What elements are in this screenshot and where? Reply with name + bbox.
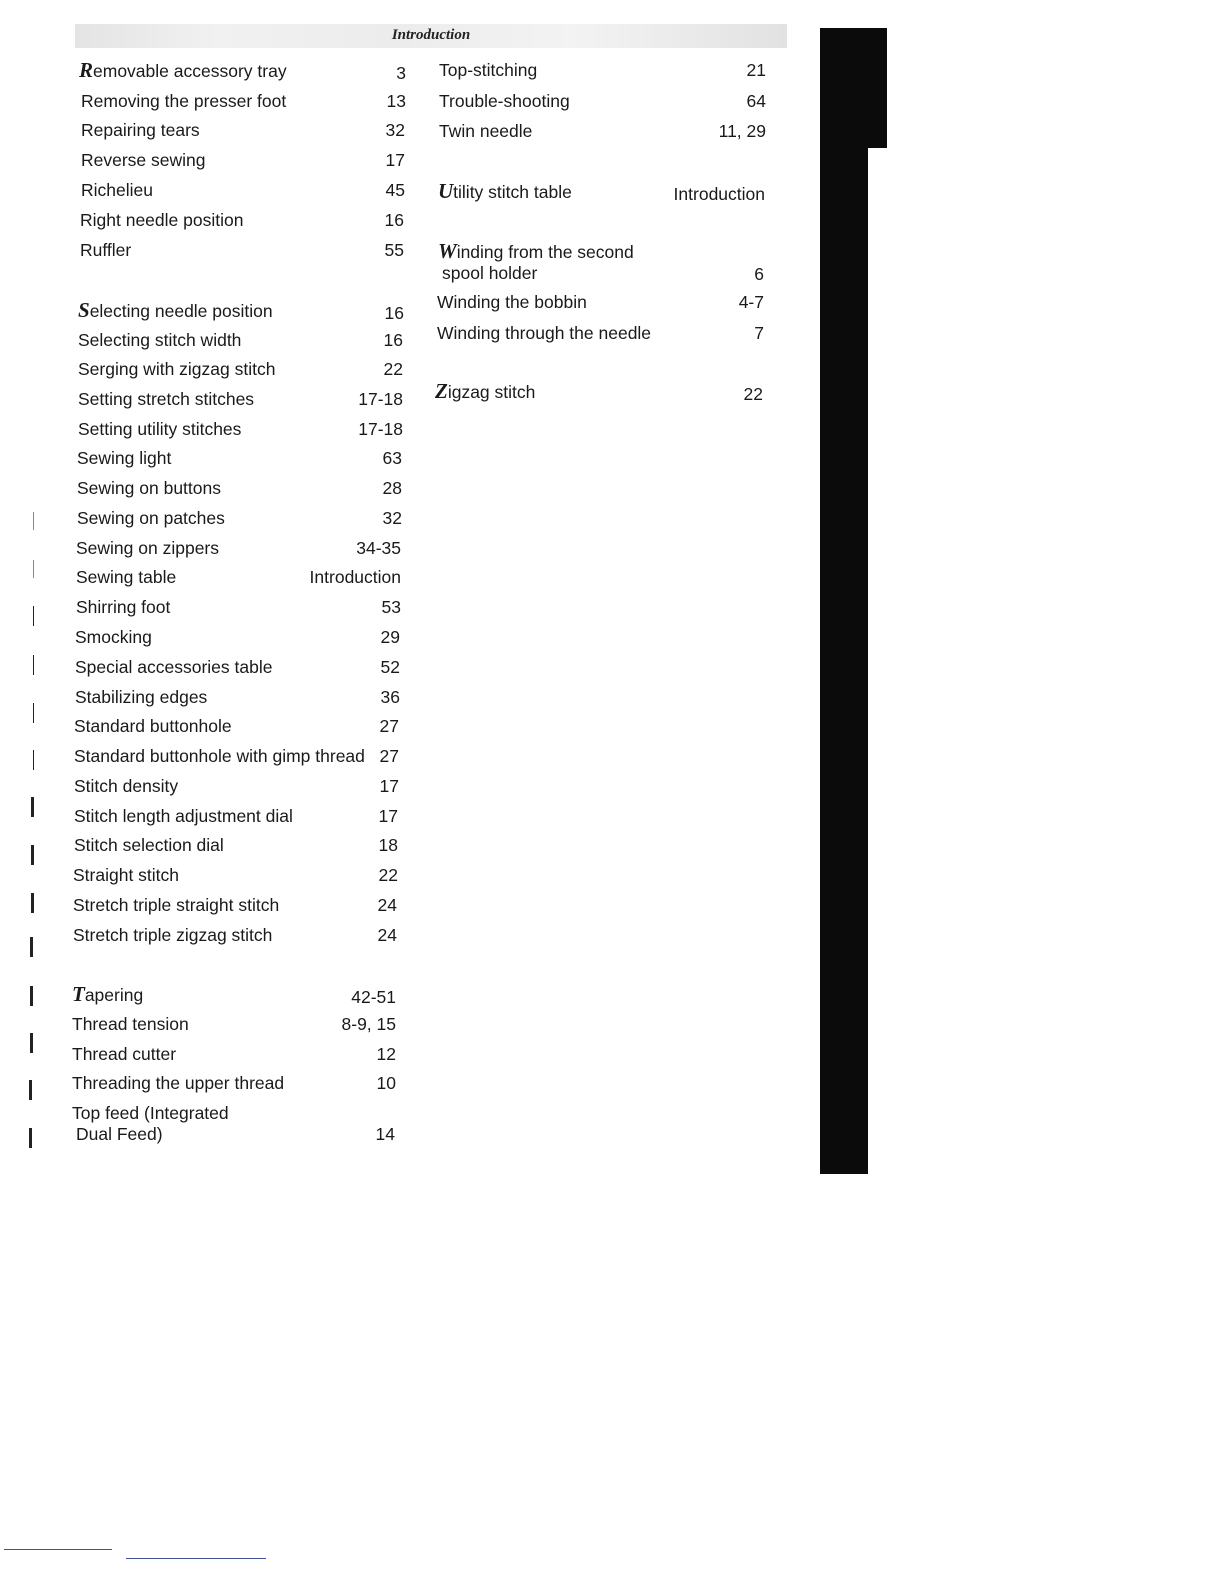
- section-initial: U: [438, 179, 454, 203]
- index-entry-label: Top-stitching: [439, 60, 538, 80]
- index-entry-page: 14: [375, 1124, 395, 1144]
- index-entry-label: Standard buttonhole: [74, 716, 232, 736]
- index-entry-page: 64: [746, 91, 766, 111]
- index-entry-label: Stitch selection dial: [74, 835, 224, 855]
- index-entry-label: Thread cutter: [72, 1044, 177, 1064]
- index-entry-page: 22: [378, 865, 398, 885]
- index-entry-page: 24: [377, 925, 397, 945]
- index-entry-label: Setting utility stitches: [78, 419, 242, 439]
- index-entry: [73, 925, 397, 969]
- page-title: Introduction: [391, 27, 471, 43]
- index-entry-label: [438, 181, 572, 203]
- index-entry-label: Thread tension: [72, 1014, 189, 1034]
- margin-mark: [29, 1128, 32, 1148]
- index-entry-page: 32: [382, 508, 402, 528]
- index-entry-page: 3: [396, 63, 406, 83]
- index-entry-label: Sewing on zippers: [76, 538, 219, 558]
- index-entry-label: Special accessories table: [75, 657, 273, 677]
- index-entry-text-line2: Dual Feed): [76, 1124, 163, 1144]
- margin-mark: [30, 1033, 33, 1053]
- index-entry-label: Trouble-shooting: [439, 91, 570, 111]
- footer-rule-blue: [126, 1558, 266, 1559]
- index-entry-page: 32: [385, 120, 405, 140]
- index-entry-text: emovable accessory tray: [93, 61, 287, 81]
- margin-mark: [33, 750, 34, 770]
- margin-mark: [33, 560, 34, 578]
- index-entry-label: Stretch triple straight stitch: [73, 895, 280, 915]
- index-entry-text: inding from the second: [456, 242, 634, 262]
- index-entry: [438, 181, 765, 225]
- index-entry-label: Winding the bobbin: [437, 292, 587, 312]
- header-band: [75, 24, 787, 48]
- index-entry-label: [438, 241, 634, 284]
- section-initial: R: [79, 58, 94, 82]
- index-entry-page: 27: [379, 716, 399, 736]
- margin-mark: [33, 606, 34, 626]
- index-entry-page: 17-18: [358, 419, 403, 439]
- index-entry-page: 10: [376, 1073, 396, 1093]
- index-entry-page: 24: [377, 895, 397, 915]
- index-entry-text-line2: spool holder: [442, 263, 538, 283]
- index-entry-label: Selecting stitch width: [78, 330, 242, 350]
- index-entry-page: Introduction: [309, 567, 401, 587]
- index-entry-text: apering: [84, 985, 144, 1005]
- margin-mark: [33, 655, 34, 675]
- margin-mark: [31, 893, 34, 913]
- index-entry-label: Richelieu: [81, 180, 153, 200]
- index-entry-page: 42-51: [351, 987, 396, 1007]
- index-entry-label: Straight stitch: [73, 865, 180, 885]
- index-entry-text: igzag stitch: [447, 382, 536, 402]
- section-initial: W: [438, 239, 457, 263]
- index-entry-text: Top feed (Integrated: [72, 1103, 229, 1123]
- index-entry-page: 52: [380, 657, 400, 677]
- index-entry-label: Sewing on patches: [77, 508, 225, 528]
- index-entry-label: [78, 300, 273, 322]
- index-entry-label: [79, 60, 287, 82]
- index-entry: [72, 1103, 395, 1147]
- index-entry-page: 21: [746, 60, 766, 80]
- index-entry-label: [72, 1103, 229, 1145]
- index-entry-label: Sewing on buttons: [77, 478, 221, 498]
- index-entry-page: 12: [376, 1044, 396, 1064]
- index-entry-page: 17: [379, 776, 399, 796]
- index-entry-page: 11, 29: [718, 121, 766, 141]
- index-entry-page: 36: [380, 687, 400, 707]
- index-entry-page: 22: [383, 359, 403, 379]
- index-entry-label: Repairing tears: [81, 120, 200, 140]
- index-entry-page: 55: [384, 240, 404, 260]
- margin-mark: [33, 512, 34, 530]
- index-entry-label: Removing the presser foot: [81, 91, 287, 111]
- margin-mark: [33, 703, 34, 723]
- index-entry-page: 29: [380, 627, 400, 647]
- index-entry-text: electing needle position: [89, 301, 273, 321]
- index-entry-label: Threading the upper thread: [72, 1073, 285, 1093]
- index-entry-page: 27: [379, 746, 399, 766]
- index-entry: [435, 381, 763, 425]
- index-entry-page: 63: [382, 448, 402, 468]
- index-entry-label: Stitch length adjustment dial: [74, 806, 293, 826]
- index-entry-page: 4-7: [738, 292, 764, 312]
- index-entry: [80, 240, 404, 284]
- index-entry-page: 18: [378, 835, 398, 855]
- index-entry-page: 16: [384, 210, 404, 230]
- section-initial: T: [72, 982, 85, 1006]
- index-entry-label: Twin needle: [439, 121, 533, 141]
- index-entry-page: 53: [381, 597, 401, 617]
- index-entry-page: 22: [743, 384, 763, 404]
- thumb-index-bar: [820, 28, 868, 1174]
- index-entry-text: tility stitch table: [453, 182, 572, 202]
- index-entry-label: Shirring foot: [76, 597, 171, 617]
- margin-mark: [31, 797, 34, 817]
- index-entry-page: 7: [754, 323, 764, 343]
- margin-mark: [29, 1080, 32, 1100]
- index-entry: [438, 241, 764, 285]
- index-entry-page: Introduction: [673, 184, 765, 204]
- section-initial: Z: [435, 379, 448, 403]
- index-entry-label: Winding through the needle: [437, 323, 652, 343]
- section-initial: S: [78, 298, 90, 322]
- index-entry-page: 28: [382, 478, 402, 498]
- index-entry-label: Stitch density: [74, 776, 179, 796]
- index-entry-page: 45: [385, 180, 405, 200]
- index-entry-label: [72, 984, 143, 1006]
- index-entry-label: Smocking: [75, 627, 152, 647]
- margin-mark: [31, 845, 34, 865]
- footer-rule-dark: [4, 1549, 112, 1550]
- index-entry-label: Stretch triple zigzag stitch: [73, 925, 273, 945]
- index-entry-label: Ruffler: [80, 240, 132, 260]
- index-entry-label: Reverse sewing: [81, 150, 206, 170]
- index-entry-label: Standard buttonhole with gimp thread: [74, 746, 365, 766]
- index-entry-label: Setting stretch stitches: [78, 389, 255, 409]
- index-entry-page: 17: [385, 150, 405, 170]
- index-entry-page: 34-35: [356, 538, 401, 558]
- index-entry-page: 6: [754, 264, 764, 284]
- margin-mark: [30, 937, 33, 957]
- index-entry-label: Stabilizing edges: [75, 687, 208, 707]
- index-entry-label: Sewing light: [77, 448, 172, 468]
- index-entry-label: [435, 381, 535, 403]
- index-entry-page: 17-18: [358, 389, 403, 409]
- index-entry-label: Sewing table: [76, 567, 177, 587]
- index-entry-label: Serging with zigzag stitch: [78, 359, 276, 379]
- index-entry-page: 8-9, 15: [341, 1014, 396, 1034]
- index-entry: [437, 323, 764, 367]
- index-entry: [439, 121, 766, 165]
- margin-mark: [30, 986, 33, 1006]
- thumb-index-bar-top: [843, 28, 887, 148]
- index-entry-page: 13: [386, 91, 406, 111]
- index-entry-page: 17: [378, 806, 398, 826]
- index-entry-page: 16: [384, 303, 404, 323]
- index-entry-page: 16: [383, 330, 403, 350]
- index-entry-label: Right needle position: [80, 210, 244, 230]
